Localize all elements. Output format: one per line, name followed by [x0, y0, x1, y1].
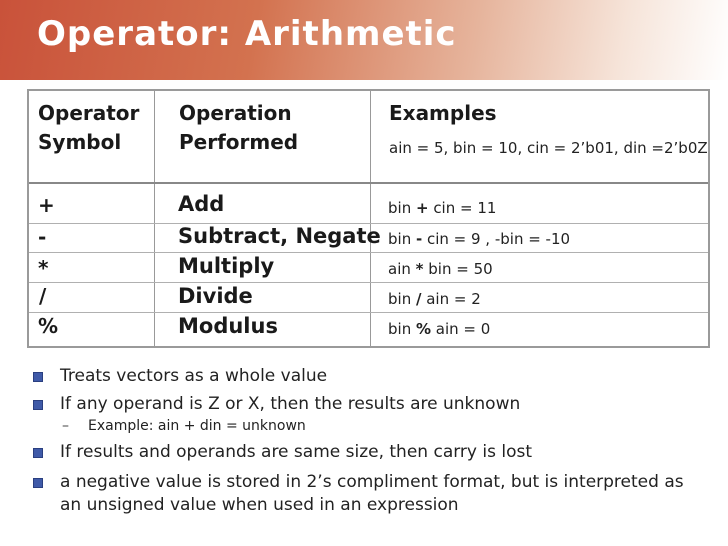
- row-operation: Modulus: [178, 314, 278, 338]
- header-operation: [179, 99, 298, 157]
- row-operation: Add: [178, 192, 225, 216]
- bullet-square-icon: [33, 478, 43, 488]
- operator-table: [27, 89, 710, 348]
- list-sub-item-text: Example: ain + din = unknown: [88, 418, 306, 434]
- header-examples-values: ain = 5, bin = 10, cin = 2’b01, din =2’b0Z: [389, 139, 708, 157]
- bullet-square-icon: [33, 400, 43, 410]
- list-item-text: [60, 472, 684, 515]
- table-divider: [370, 91, 371, 346]
- table-divider: [154, 91, 155, 346]
- row-example: bin - cin = 9 , -bin = -10: [388, 230, 571, 248]
- table-divider: [29, 312, 708, 313]
- row-example: ain * bin = 50: [388, 260, 493, 278]
- list-item-text: If any operand is Z or X, then the results are unknown: [60, 394, 521, 414]
- header-operation-line2: Performed: [179, 130, 299, 154]
- table-divider: [29, 252, 708, 253]
- header-symbol: [38, 99, 139, 157]
- list-item-text: If results and operands are same size, then carry is lost: [60, 442, 533, 462]
- row-symbol: /: [39, 284, 47, 308]
- list-item-text-line2: an unsigned value when used in an expression: [60, 495, 459, 515]
- header-operation-line1: Operation: [179, 101, 292, 125]
- bullet-square-icon: [33, 448, 43, 458]
- row-symbol: -: [38, 225, 47, 249]
- slide-title: Operator: Arithmetic: [37, 14, 457, 54]
- header-symbol-line1: Operator: [38, 101, 140, 125]
- list-item-text-line1: a negative value is stored in 2’s compliment format, but is interpreted as: [60, 472, 684, 492]
- row-operation: Subtract, Negate: [178, 224, 381, 248]
- row-example: bin / ain = 2: [388, 290, 481, 308]
- row-example: bin % ain = 0: [388, 320, 491, 338]
- dash-icon: –: [62, 418, 69, 434]
- table-divider: [29, 182, 708, 184]
- row-example: bin + cin = 11: [388, 199, 497, 217]
- header-examples: Examples: [389, 101, 497, 125]
- list-item-text: Treats vectors as a whole value: [60, 366, 328, 386]
- header-symbol-line2: Symbol: [38, 130, 122, 154]
- row-operation: Divide: [178, 284, 253, 308]
- row-symbol: +: [38, 193, 55, 217]
- table-divider: [29, 282, 708, 283]
- row-symbol: %: [38, 314, 59, 338]
- row-operation: Multiply: [178, 254, 275, 278]
- bullet-square-icon: [33, 372, 43, 382]
- row-symbol: *: [38, 256, 49, 280]
